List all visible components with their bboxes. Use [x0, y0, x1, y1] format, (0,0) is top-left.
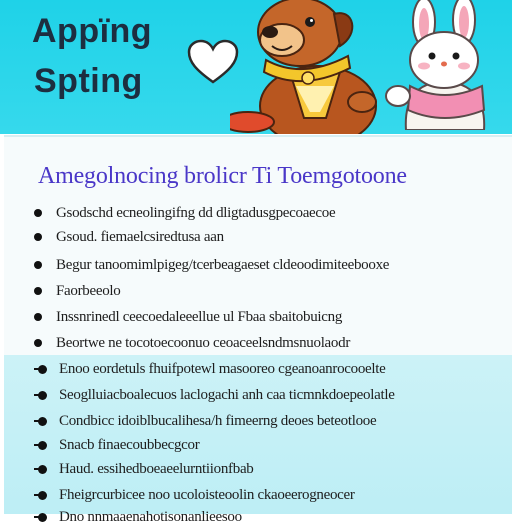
bullet-dot [34, 233, 42, 241]
list-item [34, 307, 342, 327]
list-item-text: Fheigrcurbicee noo ucoloisteoolin ckaoeerogneocer [59, 486, 355, 503]
bullet-dot [38, 465, 47, 474]
card-title: Amegolnocing brolicr Ti Toemgotoone [38, 163, 407, 189]
list-item-text: Seoglluiacboalecuos laclogachi anh caa ticmnkdoepeolatle [59, 386, 395, 403]
header-banner [0, 0, 512, 134]
list-item-text: Gsodschd ecneolingifng dd dligtadusgpecoaecoe [56, 204, 336, 221]
list-item-text: Haud. essihedboeaeelurntiionfbab [59, 460, 254, 477]
list-item [34, 435, 199, 455]
dog-illustration [230, 0, 400, 134]
list-item-text: Inssnrinedl ceecoedaleeellue ul Fbaa sbaitobuicng [56, 308, 343, 325]
list-item [34, 359, 385, 379]
info-card [4, 135, 512, 525]
list-item [34, 411, 376, 431]
list-item-text: Begur tanoomimlpigeg/tcerbeagaeset cldeoodimiteebooxe [56, 256, 390, 273]
bunny-illustration [384, 0, 504, 130]
list-item [34, 385, 395, 405]
bullet-dot [38, 441, 47, 450]
bullet-dot [34, 209, 42, 217]
bullet-dot [38, 417, 47, 426]
bullet-dot [34, 261, 42, 269]
bullet-dot [34, 339, 42, 347]
list-item-text: Faorbeeolo [56, 282, 121, 299]
list-item-text: Dno nnmaaenahotisonanlieesoo [59, 508, 242, 525]
bullet-dot [34, 313, 42, 321]
list-item-text: Enoo eordetuls fhuifpotewl masooreo cgeanoanrocooelte [59, 360, 386, 377]
banner-title-line1: Appïng [32, 12, 153, 50]
list-item-text: Beortwe ne tocotoecoonuo ceoaceelsndmsnuolaodr [56, 334, 351, 351]
list-item [34, 507, 242, 527]
bullet-dot [38, 513, 47, 522]
list-item [34, 255, 389, 275]
list-item [34, 227, 224, 247]
list-item [34, 459, 254, 479]
list-item-text: Snacb finaecoubbecgcor [59, 436, 200, 453]
list-item-text: Gsoud. fiemaelcsiredtusa aan [56, 228, 224, 245]
list-item [34, 203, 335, 223]
list-item [34, 333, 350, 353]
bullet-dot [38, 491, 47, 500]
bullet-dot [38, 365, 47, 374]
banner-title [32, 6, 152, 106]
list-item-text: Condbicc idoiblbucalihesa/h fimeerng deoes beteotlooe [59, 412, 377, 429]
list-item [34, 281, 120, 301]
banner-title-line2: Spting [34, 62, 143, 100]
bullet-dot [38, 391, 47, 400]
bullet-dot [34, 287, 42, 295]
list-item [34, 485, 355, 505]
